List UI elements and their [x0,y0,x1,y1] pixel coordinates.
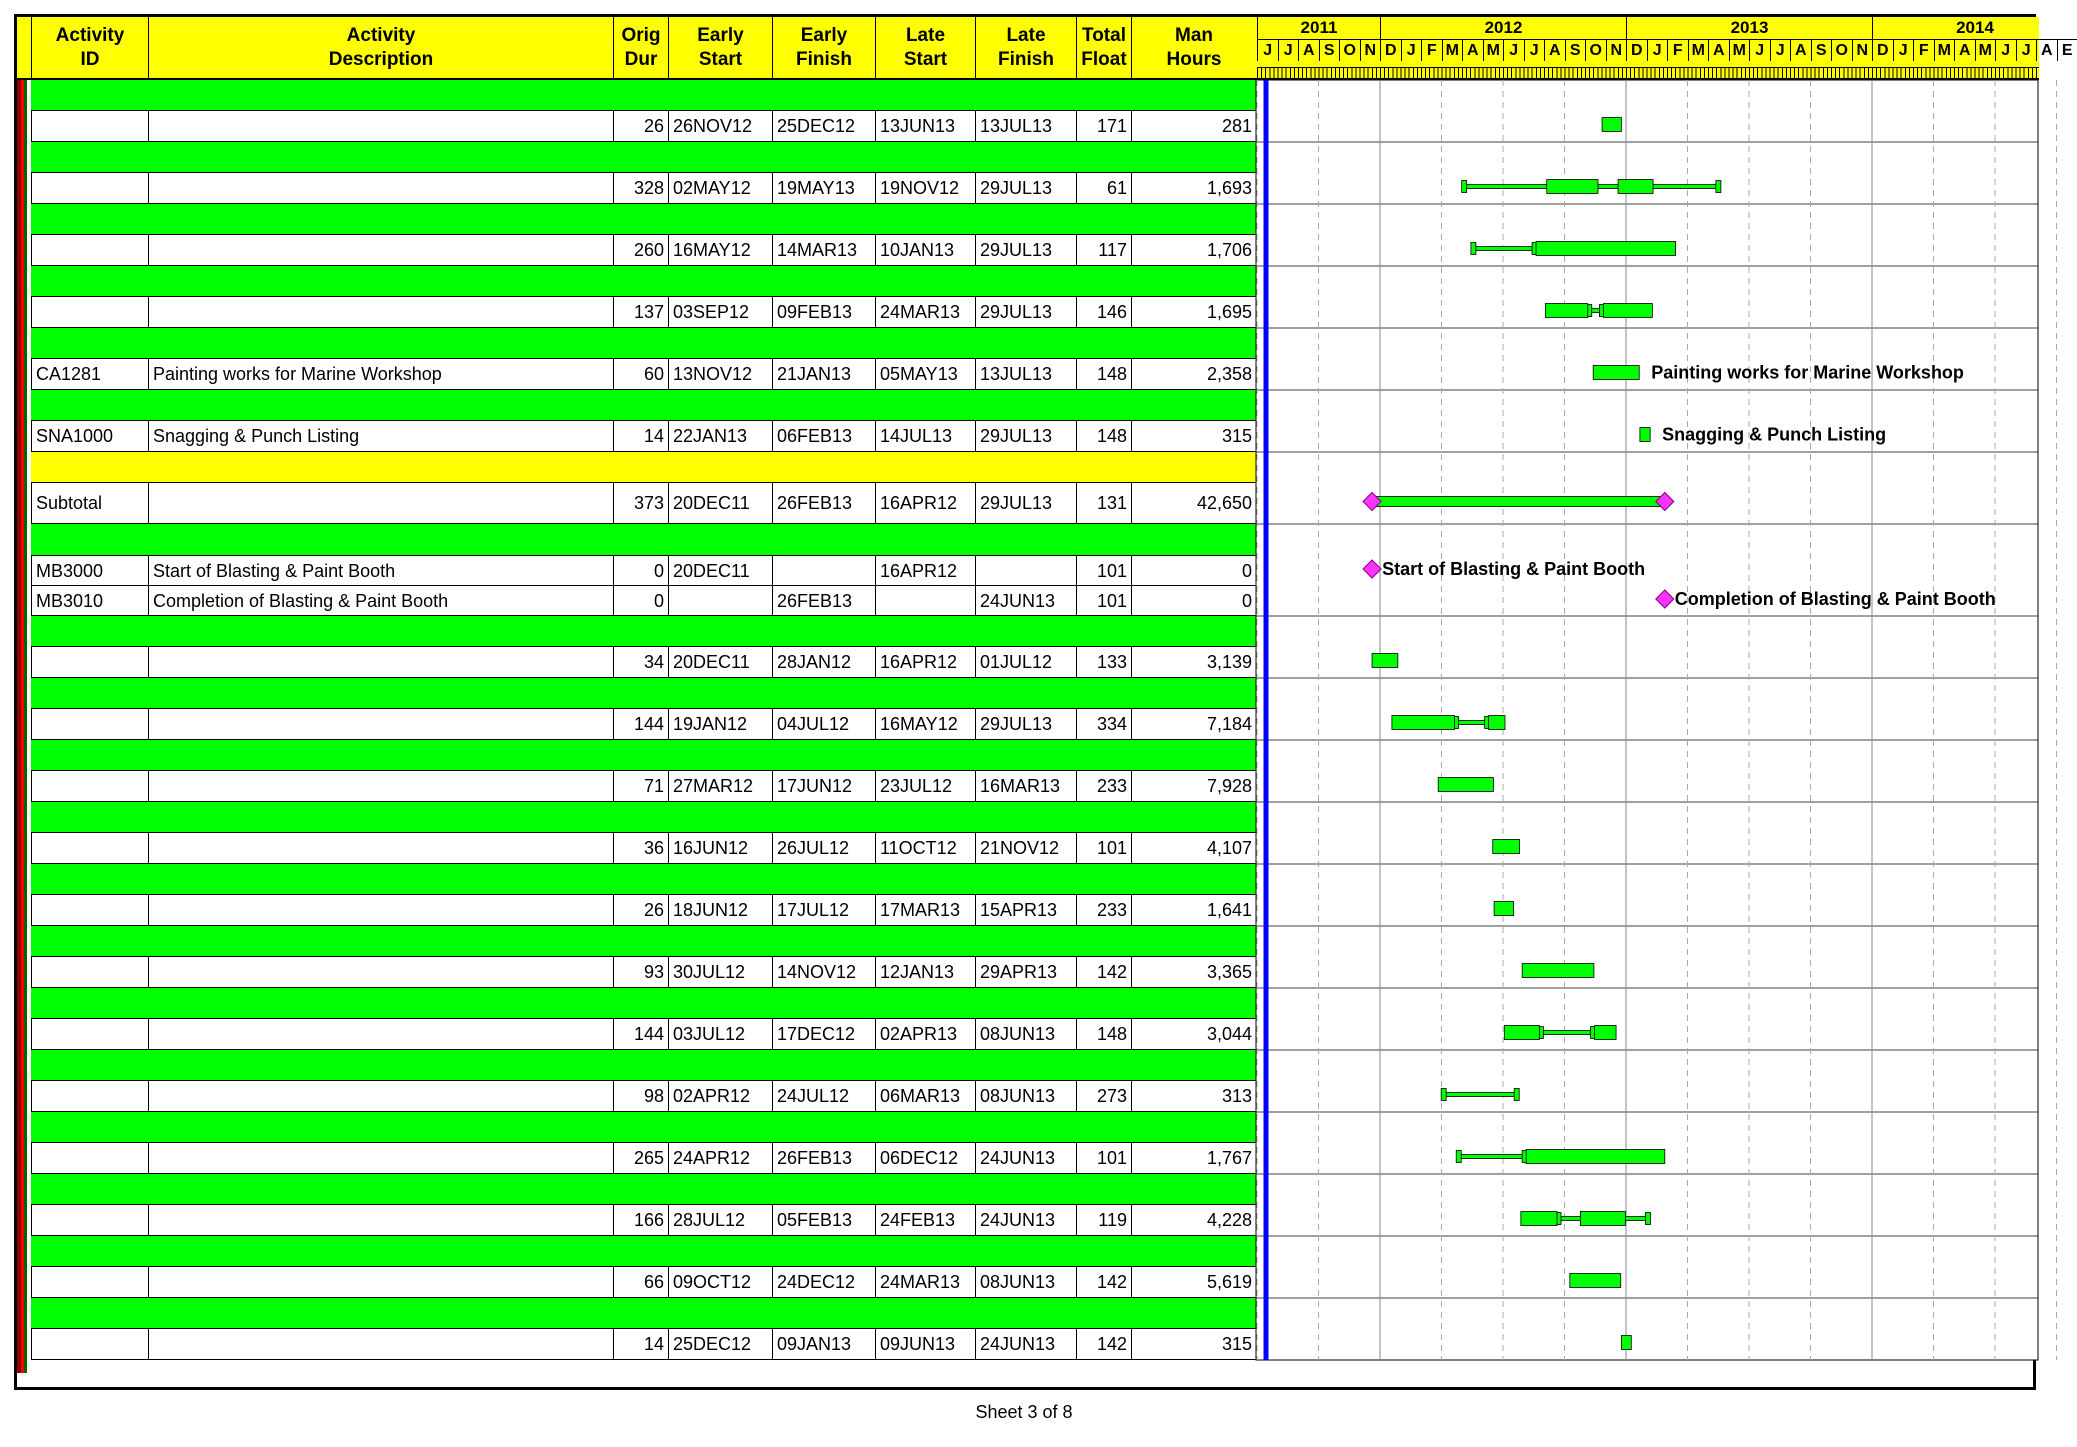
cell-dur: 328 [613,173,668,203]
cell-ef: 17JUL12 [772,895,875,925]
activity-bar [1547,180,1598,194]
cell-ef: 04JUL12 [772,709,875,739]
timeline-month: J [1647,39,1668,61]
activity-bar [1640,428,1650,442]
cell-tf: 117 [1076,235,1131,265]
activity-bar [1536,242,1676,256]
cell-es: 19JAN12 [668,709,772,739]
cell-ls: 06MAR13 [875,1081,975,1111]
timeline-month: A [1954,39,1975,61]
activity-bar [1621,1336,1631,1350]
activity-bar [1372,654,1398,668]
cell-es: 30JUL12 [668,957,772,987]
cell-lf: 08JUN13 [975,1019,1076,1049]
timeline-month: M [1934,39,1955,61]
header-activity-id: Activity ID [31,17,148,78]
gantt-area [1256,80,2038,1360]
activity-bar [1522,964,1594,978]
cell-ef: 19MAY13 [772,173,875,203]
float-cap [1471,243,1476,255]
timeline-month: J [1995,39,2016,61]
cell-dur: 14 [613,1329,668,1359]
timeline-month: M [1975,39,1996,61]
cell-mh: 4,228 [1131,1205,1256,1235]
cell-ls: 24MAR13 [875,1267,975,1297]
cell-ef: 05FEB13 [772,1205,875,1235]
timeline-month: D [1626,39,1647,61]
timeline-month: F [1913,39,1934,61]
cell-tf: 101 [1076,556,1131,585]
bar-label: Painting works for Marine Workshop [1651,362,1964,383]
cell-tf: 273 [1076,1081,1131,1111]
timeline-month: N [1606,39,1627,61]
activity-bar [1603,304,1652,318]
cell-es: 03JUL12 [668,1019,772,1049]
cell-desc: Painting works for Marine Workshop [148,359,613,389]
cell-dur: 14 [613,421,668,451]
cell-mh: 0 [1131,556,1256,585]
cell-dur: 0 [613,556,668,585]
cell-ef: 26FEB13 [772,586,875,615]
cell-ef: 14MAR13 [772,235,875,265]
cell-id: MB3000 [31,556,148,585]
cell-tf: 148 [1076,421,1131,451]
cell-desc: Snagging & Punch Listing [148,421,613,451]
cell-es: 18JUN12 [668,895,772,925]
cell-lf: 29JUL13 [975,173,1076,203]
bar-label: Completion of Blasting & Paint Booth [1674,589,1996,609]
cell-mh: 1,641 [1131,895,1256,925]
cell-mh: 315 [1131,421,1256,451]
cell-dur: 60 [613,359,668,389]
cell-es: 09OCT12 [668,1267,772,1297]
header-late-finish: Late Finish [975,17,1076,78]
cell-tf: 61 [1076,173,1131,203]
activity-bar [1521,1212,1557,1226]
cell-lf: 29JUL13 [975,421,1076,451]
activity-bar [1595,1026,1617,1040]
timeline-month: J [1524,39,1545,61]
cell-mh: 2,358 [1131,359,1256,389]
cell-ls: 05MAY13 [875,359,975,389]
cell-tf: 334 [1076,709,1131,739]
cell-mh: 7,928 [1131,771,1256,801]
cell-lf: 16MAR13 [975,771,1076,801]
timeline-month: S [1319,39,1340,61]
cell-lf: 08JUN13 [975,1081,1076,1111]
cell-dur: 34 [613,647,668,677]
cell-ls: 13JUN13 [875,111,975,141]
cell-tf: 146 [1076,297,1131,327]
cell-es: 22JAN13 [668,421,772,451]
cell-dur: 144 [613,1019,668,1049]
cell-tf: 171 [1076,111,1131,141]
cell-tf: 233 [1076,771,1131,801]
cell-lf: 15APR13 [975,895,1076,925]
float-line [1472,247,1536,251]
activity-bar [1570,1274,1621,1288]
float-cap [1514,1089,1519,1101]
cell-ef: 26FEB13 [772,483,875,523]
cell-dur: 71 [613,771,668,801]
header-late-start: Late Start [875,17,975,78]
float-line [1454,721,1488,725]
cell-tf: 142 [1076,957,1131,987]
timeline-month: E [2057,39,2077,61]
cell-tf: 119 [1076,1205,1131,1235]
cell-es: 28JUL12 [668,1205,772,1235]
bar-label: Start of Blasting & Paint Booth [1382,559,1646,579]
cell-desc: Start of Blasting & Paint Booth [148,556,613,585]
activity-bar [1493,840,1520,854]
timeline-year-2013: 2013 [1626,17,1872,39]
timeline-month: M [1729,39,1750,61]
timeline-year-2014: 2014 [1872,17,2077,39]
cell-ef: 14NOV12 [772,957,875,987]
cell-tf: 131 [1076,483,1131,523]
timeline-month: S [1565,39,1586,61]
activity-bar [1438,778,1493,792]
cell-mh: 313 [1131,1081,1256,1111]
cell-ls: 14JUL13 [875,421,975,451]
cell-lf: 24JUN13 [975,1205,1076,1235]
cell-es: 24APR12 [668,1143,772,1173]
cell-es: 20DEC11 [668,483,772,523]
cell-es: 25DEC12 [668,1329,772,1359]
header-orig-dur: Orig Dur [613,17,668,78]
cell-dur: 26 [613,895,668,925]
timeline-month: O [1831,39,1852,61]
cell-dur: 166 [613,1205,668,1235]
cell-lf: 13JUL13 [975,111,1076,141]
cell-tf: 101 [1076,833,1131,863]
cell-lf: 08JUN13 [975,1267,1076,1297]
cell-id: CA1281 [31,359,148,389]
cell-es: 20DEC11 [668,556,772,585]
timeline-month: D [1872,39,1893,61]
timeline-month: A [1298,39,1319,61]
activity-bar [1602,118,1621,132]
activity-bar [1545,304,1587,318]
cell-es: 13NOV12 [668,359,772,389]
cell-es: 03SEP12 [668,297,772,327]
timeline-month: N [1360,39,1381,61]
cell-tf: 148 [1076,1019,1131,1049]
cell-dur: 66 [613,1267,668,1297]
cell-dur: 265 [613,1143,668,1173]
timeline-month: A [1544,39,1565,61]
cell-id: MB3010 [31,586,148,615]
activity-bar [1392,716,1455,730]
timeline-month: D [1380,39,1401,61]
cell-es: 02MAY12 [668,173,772,203]
activity-bar [1580,1212,1625,1226]
timeline-month: J [1770,39,1791,61]
cell-ls: 23JUL12 [875,771,975,801]
cell-id: SNA1000 [31,421,148,451]
activity-bar [1526,1150,1665,1164]
cell-id: Subtotal [31,483,148,523]
cell-desc: Completion of Blasting & Paint Booth [148,586,613,615]
cell-dur: 0 [613,586,668,615]
cell-mh: 5,619 [1131,1267,1256,1297]
cell-ef: 09FEB13 [772,297,875,327]
float-line [1442,1093,1518,1097]
cell-es: 16MAY12 [668,235,772,265]
header-early-finish: Early Finish [772,17,875,78]
float-cap [1456,1151,1461,1163]
cell-ls: 17MAR13 [875,895,975,925]
cell-dur: 93 [613,957,668,987]
cell-mh: 1,695 [1131,297,1256,327]
cell-ef: 17JUN12 [772,771,875,801]
timeline-month: M [1483,39,1504,61]
cell-ls: 09JUN13 [875,1329,975,1359]
cell-dur: 36 [613,833,668,863]
cell-ef: 24JUL12 [772,1081,875,1111]
cell-lf: 29JUL13 [975,483,1076,523]
activity-bar [1593,366,1639,380]
timeline-month: J [1401,39,1422,61]
cell-dur: 373 [613,483,668,523]
cell-ef: 21JAN13 [772,359,875,389]
timeline-month: N [1852,39,1873,61]
cell-es: 26NOV12 [668,111,772,141]
timeline-month: A [1462,39,1483,61]
cell-ls: 10JAN13 [875,235,975,265]
timeline-month: F [1667,39,1688,61]
cell-lf: 24JUN13 [975,1143,1076,1173]
header-man-hours: Man Hours [1131,17,1256,78]
header-total-float: Total Float [1076,17,1131,78]
cell-ls: 11OCT12 [875,833,975,863]
cell-ls: 16APR12 [875,483,975,523]
cell-ls: 02APR13 [875,1019,975,1049]
cell-mh: 3,365 [1131,957,1256,987]
cell-dur: 260 [613,235,668,265]
cell-ef: 17DEC12 [772,1019,875,1049]
timeline-month: J [1749,39,1770,61]
activity-bar [1494,902,1513,916]
cell-lf: 13JUL13 [975,359,1076,389]
timeline-month: F [1421,39,1442,61]
cell-lf: 29JUL13 [975,297,1076,327]
activity-bar [1372,497,1665,507]
timeline-year-2011: 2011 [1257,17,1380,39]
cell-ef: 24DEC12 [772,1267,875,1297]
cell-mh: 4,107 [1131,833,1256,863]
sheet-footer: Sheet 3 of 8 [975,1402,1073,1422]
cell-tf: 101 [1076,586,1131,615]
bar-label: Snagging & Punch Listing [1662,424,1887,445]
timeline-month: S [1811,39,1832,61]
timeline-month: M [1688,39,1709,61]
cell-tf: 148 [1076,359,1131,389]
activity-bar [1618,180,1653,194]
cell-es: 16JUN12 [668,833,772,863]
cell-ef: 06FEB13 [772,421,875,451]
cell-mh: 42,650 [1131,483,1256,523]
timeline-month: A [2036,39,2057,61]
cell-ls: 16MAY12 [875,709,975,739]
cell-ls: 16APR12 [875,647,975,677]
timeline-month: M [1442,39,1463,61]
cell-mh: 315 [1131,1329,1256,1359]
timeline-month: J [1893,39,1914,61]
cell-ef: 09JAN13 [772,1329,875,1359]
cell-dur: 144 [613,709,668,739]
cell-mh: 7,184 [1131,709,1256,739]
gantt-sheet [14,14,2073,1390]
timeline-month: O [1339,39,1360,61]
header-early-start: Early Start [668,17,772,78]
gantt-bars [17,17,2039,1393]
cell-lf: 29JUL13 [975,235,1076,265]
cell-es: 20DEC11 [668,647,772,677]
cell-tf: 133 [1076,647,1131,677]
float-line [1457,1155,1526,1159]
cell-ls: 16APR12 [875,556,975,585]
cell-dur: 26 [613,111,668,141]
cell-dur: 137 [613,297,668,327]
cell-ls: 12JAN13 [875,957,975,987]
cell-lf: 21NOV12 [975,833,1076,863]
activity-bar [1489,716,1505,730]
header-activity-description: Activity Description [148,17,613,78]
float-cap [1441,1089,1446,1101]
cell-ef: 26JUL12 [772,833,875,863]
cell-es: 27MAR12 [668,771,772,801]
timeline-month: J [1278,39,1299,61]
cell-ef: 28JAN12 [772,647,875,677]
cell-dur: 98 [613,1081,668,1111]
timeline-year-2012: 2012 [1380,17,1626,39]
cell-mh: 1,767 [1131,1143,1256,1173]
cell-lf: 29APR13 [975,957,1076,987]
timeline-month: A [1790,39,1811,61]
cell-ef: 25DEC12 [772,111,875,141]
timeline-month: J [1257,39,1278,61]
timeline-month: J [2016,39,2037,61]
cell-lf: 24JUN13 [975,1329,1076,1359]
activity-bar [1504,1026,1539,1040]
cell-tf: 142 [1076,1267,1131,1297]
cell-lf: 01JUL12 [975,647,1076,677]
cell-ls: 06DEC12 [875,1143,975,1173]
cell-tf: 233 [1076,895,1131,925]
cell-ls: 19NOV12 [875,173,975,203]
cell-mh: 3,139 [1131,647,1256,677]
cell-ef: 26FEB13 [772,1143,875,1173]
cell-ls: 24FEB13 [875,1205,975,1235]
float-cap [1645,1213,1650,1225]
cell-ls: 24MAR13 [875,297,975,327]
cell-lf: 29JUL13 [975,709,1076,739]
timeline-month: A [1708,39,1729,61]
cell-lf: 24JUN13 [975,586,1076,615]
cell-es: 02APR12 [668,1081,772,1111]
cell-mh: 1,693 [1131,173,1256,203]
cell-mh: 3,044 [1131,1019,1256,1049]
timeline-month: O [1585,39,1606,61]
cell-mh: 281 [1131,111,1256,141]
cell-tf: 142 [1076,1329,1131,1359]
float-cap [1716,181,1721,193]
cell-tf: 101 [1076,1143,1131,1173]
timeline-month: J [1503,39,1524,61]
cell-mh: 0 [1131,586,1256,615]
float-cap [1462,181,1467,193]
cell-mh: 1,706 [1131,235,1256,265]
float-line [1539,1031,1594,1035]
